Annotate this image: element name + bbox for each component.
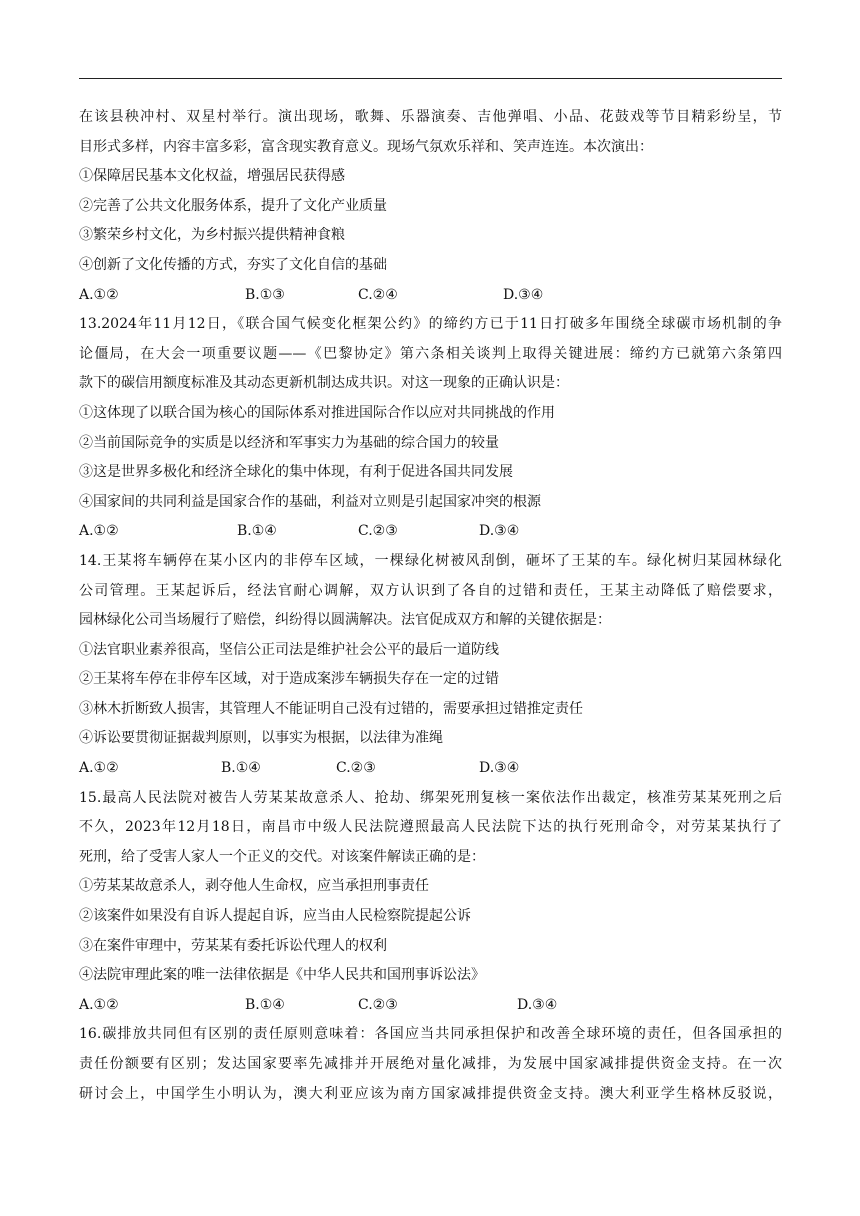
question-stem-line: 13.2024年11月12日，《联合国气候变化框架公约》的缔约方已于11日打破多年围绕全球碳市场机制的争 <box>79 316 782 333</box>
question-stem-line: 园林绿化公司当场履行了赔偿，纠纷得以圆满解决。法官促成双方和解的关键依据是： <box>79 612 611 629</box>
option-d[interactable]: D.③④ <box>479 523 520 540</box>
header-rule <box>79 78 782 79</box>
question-stem-line: 15.最高人民法院对被告人劳某某故意杀人、抢劫、绑架死刑复核一案依法作出裁定，核准劳某某死刑之后 <box>79 789 782 806</box>
option-b[interactable]: B.①④ <box>245 996 285 1013</box>
answer-options <box>79 991 782 1021</box>
statement-item: ②该案件如果没有自诉人提起自诉，应当由人民检察院提起公诉 <box>79 908 471 925</box>
question-14 <box>79 547 782 784</box>
option-c[interactable]: C.②④ <box>358 286 398 303</box>
answer-options <box>79 281 782 311</box>
question-15 <box>79 784 782 1021</box>
statement-item: ③在案件审理中，劳某某有委托诉讼代理人的权利 <box>79 937 387 954</box>
question-16 <box>79 1020 782 1109</box>
option-a[interactable]: A.①② <box>79 996 119 1013</box>
statement-item: ④创新了文化传播的方式，夯实了文化自信的基础 <box>79 256 387 273</box>
question-13 <box>79 310 782 547</box>
option-b[interactable]: B.①④ <box>237 523 277 540</box>
option-a[interactable]: A.①② <box>79 523 119 540</box>
question-stem-line: 在该县秧冲村、双星村举行。演出现场，歌舞、乐器演奏、吉他弹唱、小品、花鼓戏等节目精彩纷呈，节 <box>79 109 782 125</box>
question-12 <box>79 103 782 310</box>
statement-item: ③这是世界多极化和经济全球化的集中体现，有利于促进各国共同发展 <box>79 464 513 481</box>
question-stem-line: 目形式多样，内容丰富多彩，富含现实教育意义。现场气氛欢乐祥和、笑声连连。本次演出： <box>79 138 653 155</box>
statement-item: ①法官职业素养很高，坚信公正司法是维护社会公平的最后一道防线 <box>79 641 499 658</box>
statement-item: ④诉讼要贯彻证据裁判原则，以事实为根据，以法律为准绳 <box>79 730 443 747</box>
answer-options <box>79 754 782 784</box>
statement-item: ②当前国际竞争的实质是以经济和军事实力为基础的综合国力的较量 <box>79 434 499 451</box>
statement-item: ②完善了公共文化服务体系，提升了文化产业质量 <box>79 197 387 214</box>
question-stem-line: 不久，2023年12月18日，南昌市中级人民法院遵照最高人民法院下达的执行死刑命令，对劳某某执行了 <box>79 819 782 836</box>
question-stem-line: 款下的碳信用额度标准及其动态更新机制达成共识。对这一现象的正确认识是： <box>79 375 569 392</box>
option-d[interactable]: D.③④ <box>479 760 520 777</box>
option-d[interactable]: D.③④ <box>503 286 544 303</box>
question-stem-line: 研讨会上，中国学生小明认为，澳大利亚应该为南方国家减排提供资金支持。澳大利亚学生格林反驳说， <box>79 1085 782 1102</box>
statement-item: ①这体现了以联合国为核心的国际体系对推进国际合作以应对共同挑战的作用 <box>79 404 555 421</box>
option-a[interactable]: A.①② <box>79 760 119 777</box>
statement-item: ①劳某某故意杀人，剥夺他人生命权，应当承担刑事责任 <box>79 878 429 895</box>
statement-item: ④国家间的共同利益是国家合作的基础，利益对立则是引起国家冲突的根源 <box>79 493 541 510</box>
option-c[interactable]: C.②③ <box>336 760 376 777</box>
option-c[interactable]: C.②③ <box>358 523 398 540</box>
question-stem-line: 公司管理。王某起诉后，经法官耐心调解，双方认识到了各自的过错和责任，王某主动降低了赔偿要求， <box>79 582 782 599</box>
statement-item: ①保障居民基本文化权益，增强居民获得感 <box>79 168 345 185</box>
statement-item: ④法院审理此案的唯一法律依据是《中华人民共和国刑事诉讼法》 <box>79 967 485 984</box>
question-stem-line: 论僵局，在大会一项重要议题——《巴黎协定》第六条相关谈判上取得关键进展：缔约方已就第六条第四 <box>79 345 782 362</box>
option-d[interactable]: D.③④ <box>517 996 558 1013</box>
statement-item: ②王某将车停在非停车区域，对于造成案涉车辆损失存在一定的过错 <box>79 671 499 688</box>
option-b[interactable]: B.①③ <box>245 286 285 303</box>
exam-page <box>79 103 782 1109</box>
option-c[interactable]: C.②③ <box>358 996 398 1013</box>
option-a[interactable]: A.①② <box>79 286 119 303</box>
question-stem-line: 责任份额要有区别；发达国家要率先减排并开展绝对量化减排，为发展中国家减排提供资金支持。在一次 <box>79 1056 782 1072</box>
statement-item: ③繁荣乡村文化，为乡村振兴提供精神食粮 <box>79 227 345 244</box>
question-stem-line: 16.碳排放共同但有区别的责任原则意味着：各国应当共同承担保护和改善全球环境的责任，但各国承担的 <box>79 1026 782 1043</box>
question-stem-line: 死刑，给了受害人家人一个正义的交代。对该案件解读正确的是： <box>79 848 485 865</box>
question-stem-line: 14.王某将车辆停在某小区内的非停车区域，一棵绿化树被风刮倒，砸坏了王某的车。绿化树归某园林绿化 <box>79 552 782 569</box>
option-b[interactable]: B.①④ <box>221 760 261 777</box>
statement-item: ③林木折断致人损害，其管理人不能证明自己没有过错的，需要承担过错推定责任 <box>79 700 583 717</box>
answer-options <box>79 517 782 547</box>
